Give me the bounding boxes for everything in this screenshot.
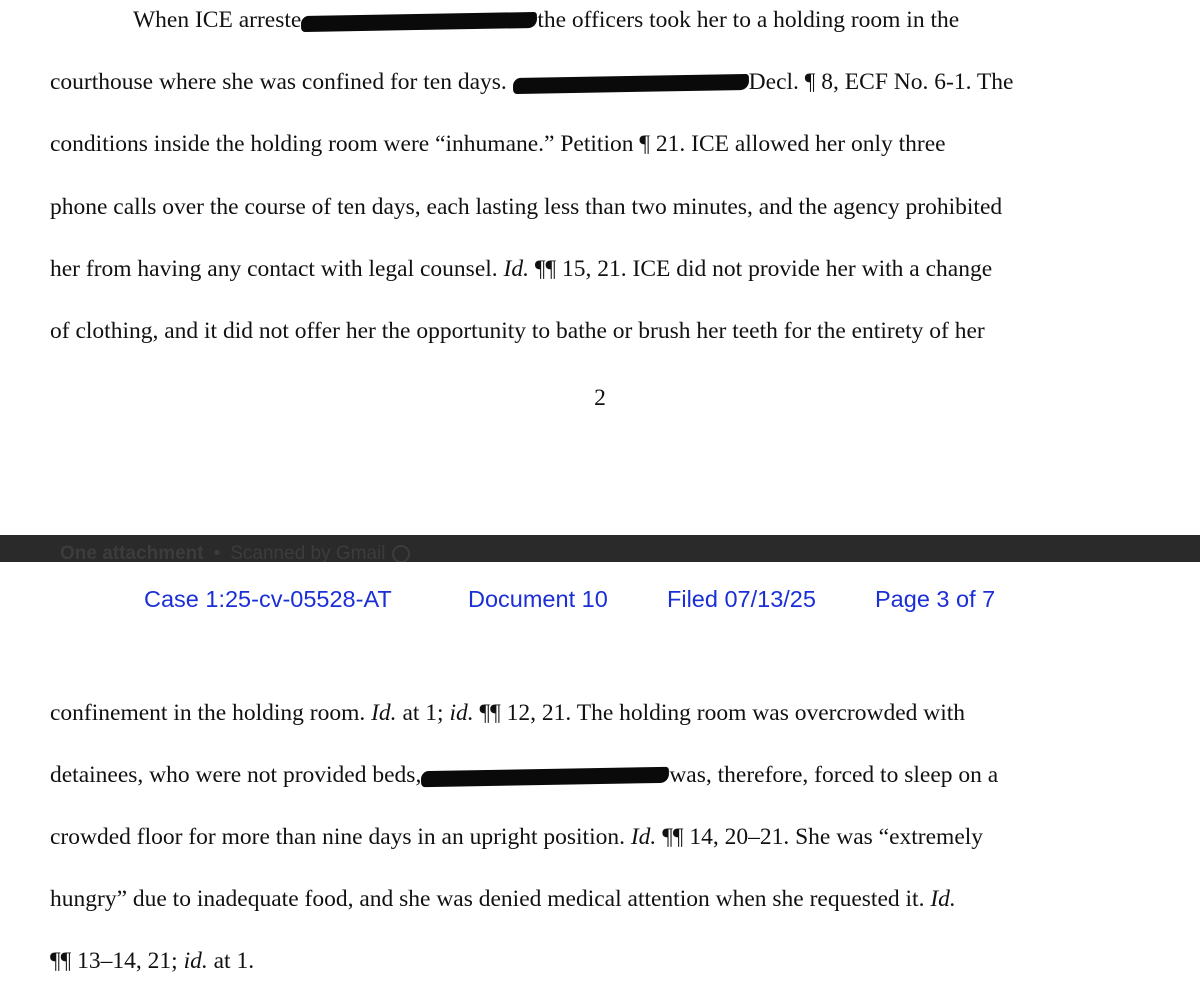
paragraph-line-10: [50, 884, 956, 914]
paragraph-line-3: conditions inside the holding room were “inhumane.” Petition ¶ 21. ICE allowed her only three: [50, 131, 946, 157]
paragraph-line-5: [50, 254, 992, 284]
paragraph-line-8: [50, 760, 998, 790]
citation-id: id.: [183, 948, 208, 974]
text-segment: ¶¶ 15, 21. ICE did not provide her with a change: [534, 256, 993, 282]
redaction-bar: [301, 12, 537, 32]
paragraph-line-1: [133, 5, 959, 35]
page-number: 2: [594, 385, 606, 411]
page-indicator: Page 3 of 7: [875, 586, 996, 612]
text-segment: ¶¶ 13–14, 21;: [50, 948, 178, 974]
text-segment: When ICE arreste: [133, 7, 302, 33]
separator: •: [213, 543, 221, 562]
text-segment: was, therefore, forced to sleep on a: [669, 762, 999, 788]
citation-id: id.: [449, 700, 474, 726]
text-segment: detainees, who were not provided beds,: [50, 762, 422, 788]
text-segment: ¶¶ 12, 21. The holding room was overcrowded with: [479, 700, 966, 726]
document-number: Document 10: [468, 586, 608, 612]
redaction-bar: [421, 766, 669, 786]
text-segment: courthouse where she was confined for ten days.: [50, 69, 507, 95]
citation-id: Id.: [630, 824, 657, 850]
attachment-label[interactable]: One attachment: [60, 543, 204, 562]
paragraph-line-11: [50, 946, 254, 976]
paragraph-line-2: [50, 67, 1013, 97]
text-segment: at 1.: [213, 948, 255, 974]
text-segment: hungry” due to inadequate food, and she was denied medical attention when she requested it.: [50, 886, 925, 912]
paragraph-line-7: [50, 698, 965, 728]
info-icon[interactable]: [392, 545, 410, 562]
filed-date: Filed 07/13/25: [667, 586, 816, 612]
gmail-attachment-bar: [0, 535, 1200, 562]
case-number: Case 1:25-cv-05528-AT: [144, 586, 392, 612]
paragraph-line-4: phone calls over the course of ten days, each lasting less than two minutes, and the agency prohibited: [50, 194, 1003, 220]
text-segment: confinement in the holding room.: [50, 700, 366, 726]
paragraph-line-6: of clothing, and it did not offer her the opportunity to bathe or brush her teeth for the entirety of her: [50, 318, 985, 344]
citation-id: Id.: [503, 256, 529, 282]
text-segment: crowded floor for more than nine days in an upright position.: [50, 824, 625, 850]
citation-id: Id.: [371, 700, 397, 726]
text-segment: ¶¶ 14, 20–21. She was “extremely: [662, 824, 984, 850]
attachment-bar-text: [60, 543, 410, 562]
text-segment: her from having any contact with legal counsel.: [50, 256, 498, 282]
redaction-bar: [513, 74, 749, 94]
citation-id: Id.: [930, 886, 956, 912]
text-segment: the officers took her to a holding room in the: [537, 7, 960, 33]
scan-label: Scanned by Gmail: [230, 543, 386, 562]
paragraph-line-9: [50, 822, 983, 852]
text-segment: Decl. ¶ 8, ECF No. 6-1. The: [748, 69, 1014, 95]
text-segment: at 1;: [402, 700, 444, 726]
